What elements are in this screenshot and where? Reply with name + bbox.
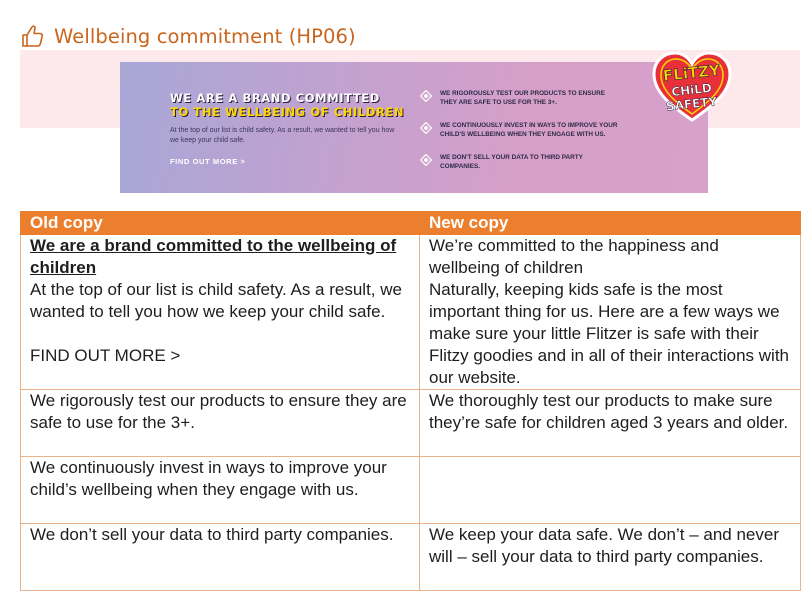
table-header-row [21,212,801,235]
banner-point-1 [420,89,620,107]
column-header-new-copy: New copy [420,212,801,235]
flitzy-child-safety-logo [650,50,734,122]
logo-text-line2: CHiLD [670,80,713,100]
old-copy-cell: We don’t sell your data to third party companies. [21,524,420,591]
diamond-icon [420,154,432,166]
banner-subtext: At the top of our list is child safety. As a result, we wanted to tell you how we keep your child safe. [170,127,395,144]
banner-point-text: WE DON'T SELL YOUR DATA TO THIRD PARTY COMPANIES. [440,154,583,170]
new-copy-title: We’re committed to the happiness and wellbeing of children [429,236,719,277]
table-row [21,390,801,457]
old-copy-body: At the top of our list is child safety. As a result, we wanted to tell you how we keep your child safe. [30,280,402,321]
banner-point-2 [420,121,620,139]
table-row [21,524,801,591]
table-row [21,235,801,390]
page-title: Wellbeing commitment (HP06) [54,24,356,48]
column-header-old-copy: Old copy [21,212,420,235]
new-copy-cell: We thoroughly test our products to make sure they’re safe for children aged 3 years and older. [420,390,801,457]
new-copy-cell [420,235,801,390]
old-copy-cell [21,235,420,390]
new-copy-cell: We keep your data safe. We don’t – and never will – sell your data to third party companies. [420,524,801,591]
banner-headline-line1: WE ARE A BRAND COMMITTED [170,91,380,105]
banner-headline-line2: TO THE WELLBEING OF CHILDREN [170,105,405,119]
section-heading [20,22,356,50]
logo-text-line1: FLiTZY [662,61,721,85]
banner-point-3 [420,153,620,171]
old-copy-title: We are a brand committed to the wellbeing of children [30,236,397,277]
copy-comparison-table [20,211,801,591]
logo-text-line3: SAFETY [665,94,718,114]
old-copy-cell: We rigorously test our products to ensure they are safe to use for the 3+. [21,390,420,457]
thumbs-up-icon [20,23,46,49]
banner-find-out-more-link[interactable]: FIND OUT MORE > [170,157,246,166]
new-copy-cell [420,457,801,524]
old-copy-cell: We continuously invest in ways to improve your child’s wellbeing when they engage with us. [21,457,420,524]
table-row [21,457,801,524]
banner-point-text: WE CONTINUOUSLY INVEST IN WAYS TO IMPROVE YOUR CHILD'S WELLBEING WHEN THEY ENGAGE WITH US. [440,122,618,138]
new-copy-body: Naturally, keeping kids safe is the most important thing for us. Here are a few ways we make sure your little Flitzer is safe with their Flitzy goodies and in all of their interactions with our website. [429,280,790,387]
promo-banner [120,62,708,193]
diamond-icon [420,90,432,102]
diamond-icon [420,122,432,134]
old-copy-cta: FIND OUT MORE > [30,346,181,365]
banner-point-text: WE RIGOROUSLY TEST OUR PRODUCTS TO ENSURE THEY ARE SAFE TO USE FOR THE 3+. [440,90,605,106]
